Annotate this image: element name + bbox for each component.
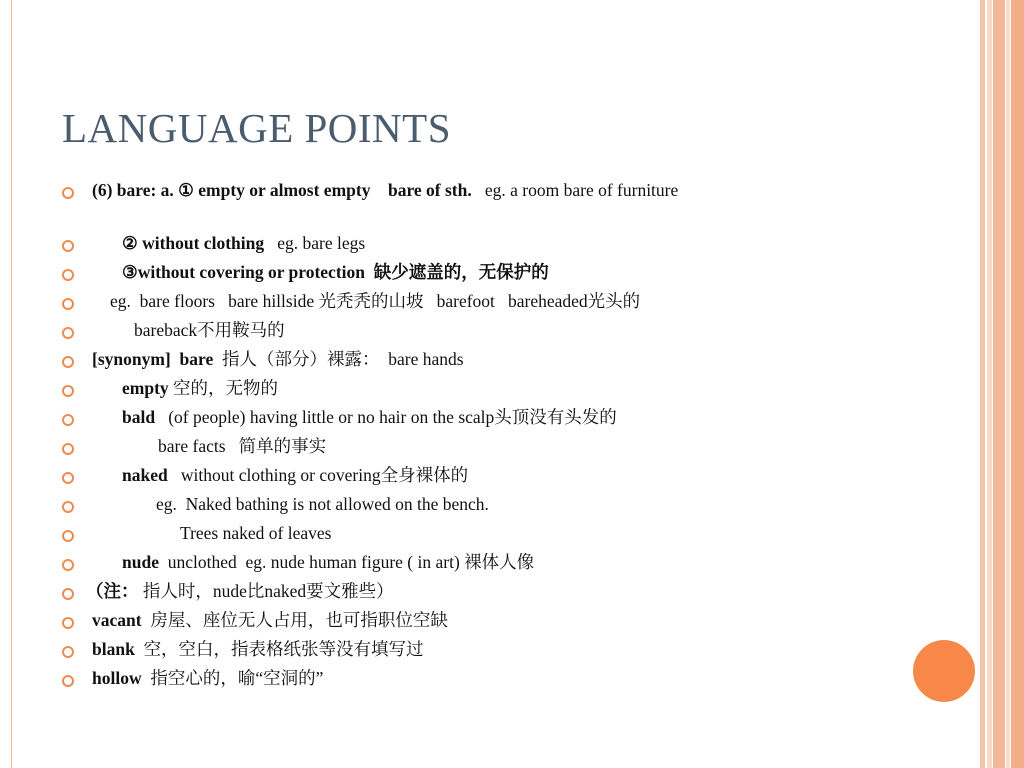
bullet-circle-icon bbox=[62, 617, 74, 629]
bullet-definition: unclothed eg. nude human figure ( in art) 裸体人像 bbox=[158, 552, 535, 572]
decor-stripe bbox=[1006, 0, 1010, 768]
bullet-term: hollow bbox=[92, 668, 142, 688]
bullet-circle-icon bbox=[62, 646, 74, 658]
bullet-line bbox=[62, 407, 882, 436]
bullet-circle-icon bbox=[62, 240, 74, 252]
bullet-text bbox=[134, 320, 882, 340]
decor-stripe bbox=[993, 0, 1005, 768]
bullet-line bbox=[62, 378, 882, 407]
bullet-term: ② without clothing bbox=[122, 233, 265, 253]
bullet-definition: without clothing or covering全身裸体的 bbox=[167, 465, 469, 485]
bullet-term: empty bbox=[122, 378, 169, 398]
decor-stripe bbox=[1011, 0, 1024, 768]
bullet-line bbox=[62, 320, 882, 349]
decor-stripe bbox=[987, 0, 992, 768]
bullet-text bbox=[122, 552, 882, 572]
bullet-line bbox=[62, 523, 882, 552]
bullet-circle-icon bbox=[62, 588, 74, 600]
bullet-line bbox=[62, 180, 882, 233]
decor-circle bbox=[913, 640, 975, 702]
bullet-circle-icon bbox=[62, 675, 74, 687]
bullet-text bbox=[92, 639, 882, 659]
bullet-term: blank bbox=[92, 639, 135, 659]
bullet-definition: eg. bare legs bbox=[264, 233, 366, 253]
left-border bbox=[0, 0, 12, 768]
bullet-circle-icon bbox=[62, 501, 74, 513]
bullet-text bbox=[158, 436, 882, 456]
bullet-text bbox=[86, 581, 882, 601]
bullet-text bbox=[92, 349, 882, 369]
bullet-line bbox=[62, 581, 882, 610]
bullet-circle-icon bbox=[62, 414, 74, 426]
bullet-circle-icon bbox=[62, 269, 74, 281]
bullet-term: （注： bbox=[86, 581, 139, 601]
bullet-circle-icon bbox=[62, 356, 74, 368]
bullet-line bbox=[62, 668, 882, 697]
bullet-definition: (of people) having little or no hair on the scalp头顶没有头发的 bbox=[155, 407, 617, 427]
bullet-line bbox=[62, 552, 882, 581]
bullet-circle-icon bbox=[62, 559, 74, 571]
bullet-text bbox=[156, 494, 882, 514]
bullet-term: bald bbox=[122, 407, 156, 427]
bullet-line bbox=[62, 436, 882, 465]
bullet-line bbox=[62, 349, 882, 378]
bullet-definition: eg. Naked bathing is not allowed on the bench. bbox=[156, 494, 489, 514]
bullet-definition: 指人（部分）裸露： bare hands bbox=[213, 349, 464, 369]
bullet-definition: 空，空白，指表格纸张等没有填写过 bbox=[134, 639, 424, 659]
bullet-text bbox=[122, 407, 882, 427]
bullet-text bbox=[92, 610, 882, 630]
bullet-circle-icon bbox=[62, 298, 74, 310]
bullet-term: naked bbox=[122, 465, 168, 485]
bullet-line bbox=[62, 639, 882, 668]
bullet-text bbox=[122, 465, 882, 485]
bullet-definition: Trees naked of leaves bbox=[180, 523, 332, 543]
bullet-definition: 指空心的，喻“空洞的” bbox=[141, 668, 324, 688]
bullet-line bbox=[62, 291, 882, 320]
bullet-definition: eg. bare floors bare hillside 光秃秃的山坡 barefoot bareheaded光头的 bbox=[110, 291, 641, 311]
slide-title: LANGUAGE POINTS bbox=[62, 105, 452, 151]
bullet-line bbox=[62, 233, 882, 262]
bullet-text bbox=[110, 291, 882, 311]
bullet-text bbox=[122, 262, 882, 282]
bullet-definition: 空的，无物的 bbox=[168, 378, 279, 398]
bullet-line bbox=[62, 465, 882, 494]
bullet-term: (6) bare: a. ① empty or almost empty bare of sth. bbox=[92, 180, 472, 200]
bullet-circle-icon bbox=[62, 385, 74, 397]
bullet-text bbox=[92, 180, 882, 200]
bullet-term: [synonym] bare bbox=[92, 349, 214, 369]
bullet-circle-icon bbox=[62, 187, 74, 199]
bullet-line bbox=[62, 610, 882, 639]
bullet-list bbox=[62, 180, 882, 697]
decor-stripe bbox=[980, 0, 985, 768]
bullet-definition: bare facts 简单的事实 bbox=[158, 436, 327, 456]
bullet-line bbox=[62, 494, 882, 523]
bullet-term: nude bbox=[122, 552, 159, 572]
bullet-circle-icon bbox=[62, 443, 74, 455]
bullet-text bbox=[122, 378, 882, 398]
bullet-text bbox=[122, 233, 882, 253]
bullet-circle-icon bbox=[62, 472, 74, 484]
bullet-definition: 房屋、座位无人占用，也可指职位空缺 bbox=[141, 610, 448, 630]
bullet-definition: 指人时，nude比naked要文雅些） bbox=[138, 581, 394, 601]
bullet-circle-icon bbox=[62, 530, 74, 542]
bullet-term: ③without covering or protection 缺少遮盖的，无保护的 bbox=[122, 262, 549, 282]
bullet-circle-icon bbox=[62, 327, 74, 339]
bullet-text bbox=[92, 668, 882, 688]
bullet-text bbox=[180, 523, 882, 543]
bullet-term: vacant bbox=[92, 610, 142, 630]
bullet-definition: bareback不用鞍马的 bbox=[134, 320, 285, 340]
bullet-definition: eg. a room bare of furniture bbox=[471, 180, 679, 200]
bullet-line bbox=[62, 262, 882, 291]
